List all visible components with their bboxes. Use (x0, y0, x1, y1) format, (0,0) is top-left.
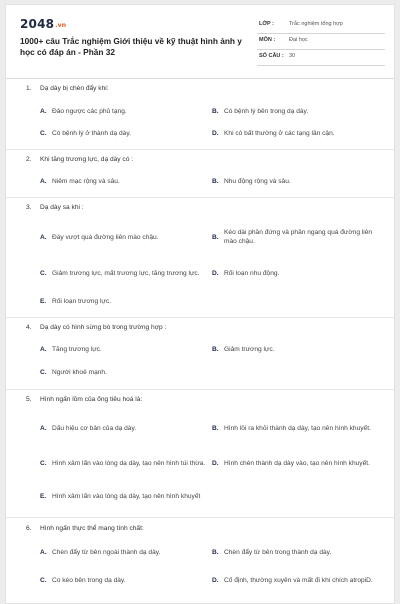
answer-option[interactable]: D. Cố định, thường xuyên và mất đi khi chích atropiD. (212, 576, 373, 584)
meta-class-value: Trắc nghiệm tổng hợp (289, 21, 343, 27)
document-title: 1000+ câu Trắc nghiệm Giới thiệu về kỹ thuật hình ảnh y học có đáp án - Phần 32 (20, 36, 242, 57)
meta-subject-label: MÔN : (259, 37, 276, 43)
answer-option[interactable]: B. Kéo dài phần đứng và phần ngang quá đường liên mào chậu. (212, 229, 373, 245)
document-header (6, 5, 394, 71)
answer-option[interactable]: B. Hình lồi ra khỏi thành dạ dày, tạo nên hình khuyết. (212, 424, 371, 432)
question-text: Khi tăng trương lực, dạ dày có : (40, 156, 134, 163)
question-text: Dạ dày bị chèn đẩy khi: (40, 85, 109, 92)
answer-option[interactable]: D. Rối loạn nhu động. (212, 269, 280, 277)
question-text: Dạ dày có hình sừng bò trong trường hợp : (40, 324, 167, 331)
answer-option[interactable]: C. Co kéo bên trong dạ dày. (40, 576, 126, 584)
answer-option[interactable]: A. Chèn đẩy từ bên ngoài thành dạ dày. (40, 548, 161, 556)
meta-count-row (257, 50, 385, 66)
question-text: Dạ dày sa khi : (40, 204, 84, 211)
question-number: 5. (26, 396, 32, 403)
question-divider (6, 389, 394, 390)
question-divider (6, 149, 394, 150)
answer-option[interactable]: C. Giảm trương lực, mất trương lực, tăng trương lực. (40, 269, 200, 277)
question-number: 2. (26, 156, 32, 163)
document-meta (257, 18, 385, 66)
document-page (5, 4, 395, 604)
answer-option[interactable]: A. Đáy vượt quá đường liên mào chậu. (40, 233, 159, 241)
question-number: 3. (26, 204, 32, 211)
meta-class-row (257, 18, 385, 34)
answer-option[interactable]: D. Khi có bất thường ở các tạng lân cận. (212, 129, 335, 137)
header-divider (6, 78, 394, 79)
answer-option[interactable]: B. Có bệnh lý bên trong dạ dày. (212, 107, 309, 115)
answer-option[interactable]: A. Dấu hiệu cơ bản của dạ dày. (40, 424, 137, 432)
answer-option[interactable]: C. Hình xâm lấn vào lòng dạ dày, tạo nên hình túi thừa. (40, 459, 206, 467)
question-divider (6, 197, 394, 198)
question-text: Hình ngấn lồm của ống tiêu hoá là: (40, 396, 143, 403)
question-text: Hình ngấn thực thể mang tính chất: (40, 525, 144, 532)
answer-option[interactable]: B. Chèn đẩy từ bên trong thành dạ dày. (212, 548, 332, 556)
meta-count-value: 30 (289, 53, 296, 59)
answer-option[interactable]: A. Tăng trương lực. (40, 345, 102, 353)
meta-subject-row (257, 34, 385, 50)
question-number: 6. (26, 525, 32, 532)
answer-option[interactable]: C. Có bệnh lý ở thành dạ dày. (40, 129, 131, 137)
answer-option[interactable]: A. Niêm mạc rộng và sâu. (40, 177, 120, 185)
answer-option[interactable]: D. Hình chèn thành dạ dày vào, tạo nên hình khuyết. (212, 459, 370, 467)
answer-option[interactable]: E. Hình xâm lấn vào lòng dạ dày, tạo nên hình khuyết (40, 492, 201, 500)
meta-class-label: LỚP : (259, 21, 274, 27)
question-number: 4. (26, 324, 32, 331)
meta-count-label: SỐ CÂU : (259, 53, 284, 59)
answer-option[interactable]: B. Nhu động rộng và sâu. (212, 177, 291, 185)
question-divider (6, 517, 394, 518)
answer-option[interactable]: C. Người khoẻ mạnh. (40, 368, 107, 376)
site-logo[interactable]: 2048.vn (20, 17, 67, 31)
answer-option[interactable]: B. Giảm trương lực. (212, 345, 275, 353)
question-divider (6, 317, 394, 318)
answer-option[interactable]: E. Rối loạn trương lực. (40, 297, 111, 305)
meta-subject-value: Đại học (289, 37, 308, 43)
answer-option[interactable]: A. Đảo ngược các phủ tạng. (40, 107, 127, 115)
question-number: 1. (26, 85, 32, 92)
